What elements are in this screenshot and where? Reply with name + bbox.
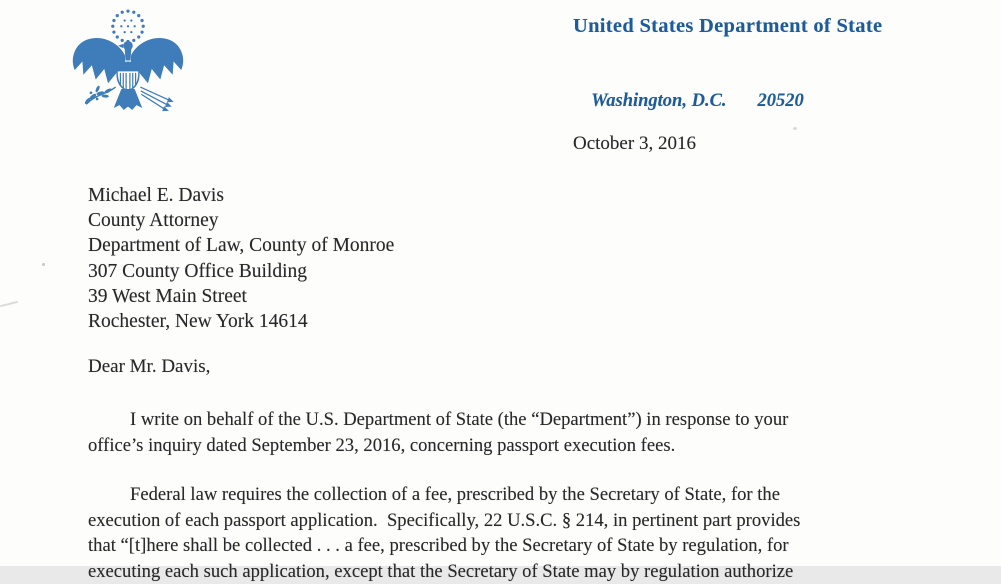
seal-arrows [140,87,173,111]
letterhead-city-line [573,70,804,133]
recipient-city-state-zip: Rochester, New York 14614 [88,309,394,334]
recipient-department: Department of Law, County of Monroe [88,233,394,258]
seal-olive-branch [84,85,116,105]
salutation: Dear Mr. Davis, [88,356,210,378]
seal-shield [117,64,139,91]
scan-artifact [42,263,45,266]
body-line: execution of each passport application. Specifically, 22 U.S.C. § 214, in pertinent part provides [88,508,800,534]
agency-name: United States Department of State [573,15,882,38]
scan-artifact [793,127,797,130]
letterhead-city: Washington, D.C. [591,91,726,111]
body-paragraph-1 [88,407,788,458]
recipient-street-2: 39 West Main Street [88,284,394,309]
seal-glory [111,9,145,43]
letterhead-zip: 20520 [758,91,804,111]
body-line: I write on behalf of the U.S. Department of State (the “Department”) in response to your [88,407,788,433]
great-seal-eagle-icon [71,5,185,116]
scan-artifact [0,301,18,307]
body-line: Federal law requires the collection of a fee, prescribed by the Secretary of State, for the [88,482,800,508]
recipient-title: County Attorney [88,208,394,233]
body-line: office’s inquiry dated September 23, 2016, concerning passport execution fees. [88,433,788,459]
body-paragraph-2 [88,482,800,584]
recipient-name: Michael E. Davis [88,183,394,208]
body-line: executing each such application, except that the Secretary of State may by regulation authorize [88,559,800,584]
recipient-address-block [88,183,394,334]
recipient-street-1: 307 County Office Building [88,259,394,284]
date-line: October 3, 2016 [573,133,696,155]
body-line: that “[t]here shall be collected . . . a fee, prescribed by the Secretary of State by regulation, for [88,533,800,559]
